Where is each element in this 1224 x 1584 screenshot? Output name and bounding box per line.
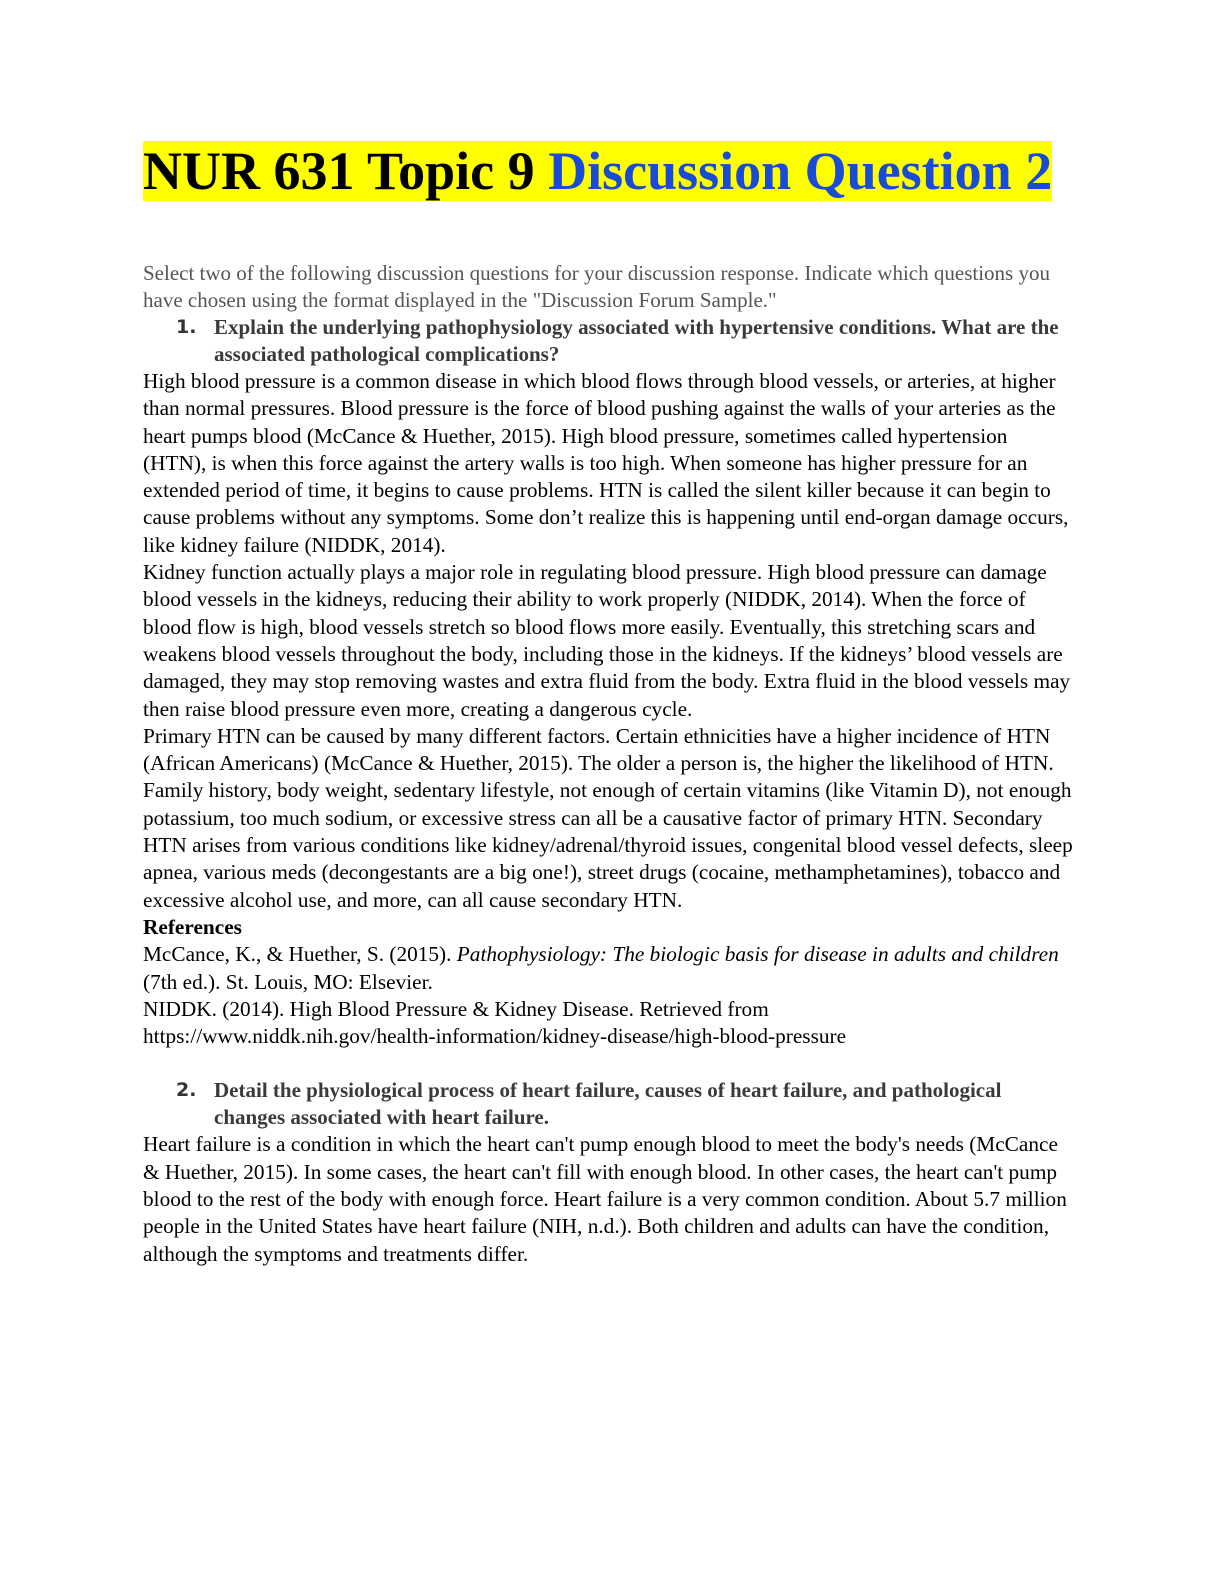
page-title <box>143 140 1053 202</box>
reference-mccance <box>143 941 1073 996</box>
title-highlight <box>143 141 1052 201</box>
question-2-text: Detail the physiological process of heart failure, causes of heart failure, and pathological changes associated with heart failure. <box>214 1078 1002 1130</box>
instructions-text: Select two of the following discussion questions for your discussion response. Indicate which questions you have chosen using the format displayed in the "Discussion Forum Sample." <box>143 261 1050 312</box>
answer-1-paragraph-3: Primary HTN can be caused by many different factors. Certain ethnicities have a higher incidence of HTN (African Americans) (McCance & Huether, 2015). The older a person is, the higher the likelihood of HTN. Family history, body weight, sedentary lifestyle, not enough of certain vitamins (like Vitamin D), not enough potassium, too much sodium, or excessive stress can all be a causative factor of primary HTN. Secondary HTN arises from various conditions like kidney/adrenal/thyroid issues, congenital blood vessel defects, sleep apnea, various meds (decongestants are a big one!), street drugs (cocaine, methamphetamines), tobacco and excessive alcohol use, and more, can all cause secondary HTN. <box>143 723 1073 912</box>
reference-mccance-authors: McCance, K., & Huether, S. (2015). <box>143 942 457 967</box>
spacer <box>143 1050 1073 1077</box>
reference-niddk <box>143 996 1073 1051</box>
reference-niddk-url: https://www.niddk.nih.gov/health-information/kidney-disease/high-blood-pressure <box>143 1024 847 1049</box>
question-1 <box>143 314 1073 368</box>
title-course-topic: NUR 631 Topic 9 <box>143 141 549 201</box>
reference-mccance-title: Pathophysiology: The biologic basis for disease in adults and children <box>456 942 1059 967</box>
question-2 <box>143 1077 1073 1131</box>
title-discussion-question: Discussion Question 2 <box>548 141 1053 201</box>
reference-niddk-citation: NIDDK. (2014). High Blood Pressure & Kidney Disease. Retrieved from <box>143 996 769 1021</box>
question-1-number: 1. <box>176 316 197 338</box>
document-page <box>143 140 1073 1268</box>
references-heading: References <box>143 914 242 939</box>
question-2-number: 2. <box>176 1079 197 1102</box>
answer-1-paragraph-2: Kidney function actually plays a major role in regulating blood pressure. High blood pressure can damage blood vessels in the kidneys, reducing their ability to work properly (NIDDK, 2014). When the force of blood flow is high, blood vessels stretch so blood flows more easily. Eventually, this stretching scars and weakens blood vessels throughout the body, including those in the kidneys. If the kidneys’ blood vessels are damaged, they may stop removing wastes and extra fluid from the body. Extra fluid in the blood vessels may then raise blood pressure even more, creating a dangerous cycle. <box>143 560 1071 721</box>
answer-2-paragraph-1: Heart failure is a condition in which the heart can't pump enough blood to meet the body's needs (McCance & Huether, 2015). In some cases, the heart can't fill with enough blood. In other cases, the heart can't pump blood to the rest of the body with enough force. Heart failure is a very common condition. About 5.7 million people in the United States have heart failure (NIH, n.d.). Both children and adults can have the condition, although the symptoms and treatments differ. <box>143 1132 1067 1266</box>
reference-mccance-publisher: (7th ed.). St. Louis, MO: Elsevier. <box>143 969 433 994</box>
answer-1-paragraph-1: High blood pressure is a common disease in which blood flows through blood vessels, or arteries, at higher than normal pressures. Blood pressure is the force of blood pushing against the walls of your arteries as the heart pumps blood (McCance & Huether, 2015). High blood pressure, sometimes called hypertension (HTN), is when this force against the artery walls is too high. When someone has higher pressure for an extended period of time, it begins to cause problems. HTN is called the silent killer because it can begin to cause problems without any symptoms. Some don’t realize this is happening until end-organ damage occurs, like kidney failure (NIDDK, 2014). <box>143 369 1069 557</box>
question-1-text: Explain the underlying pathophysiology associated with hypertensive conditions. What are the associated pathological complications? <box>214 315 1059 366</box>
